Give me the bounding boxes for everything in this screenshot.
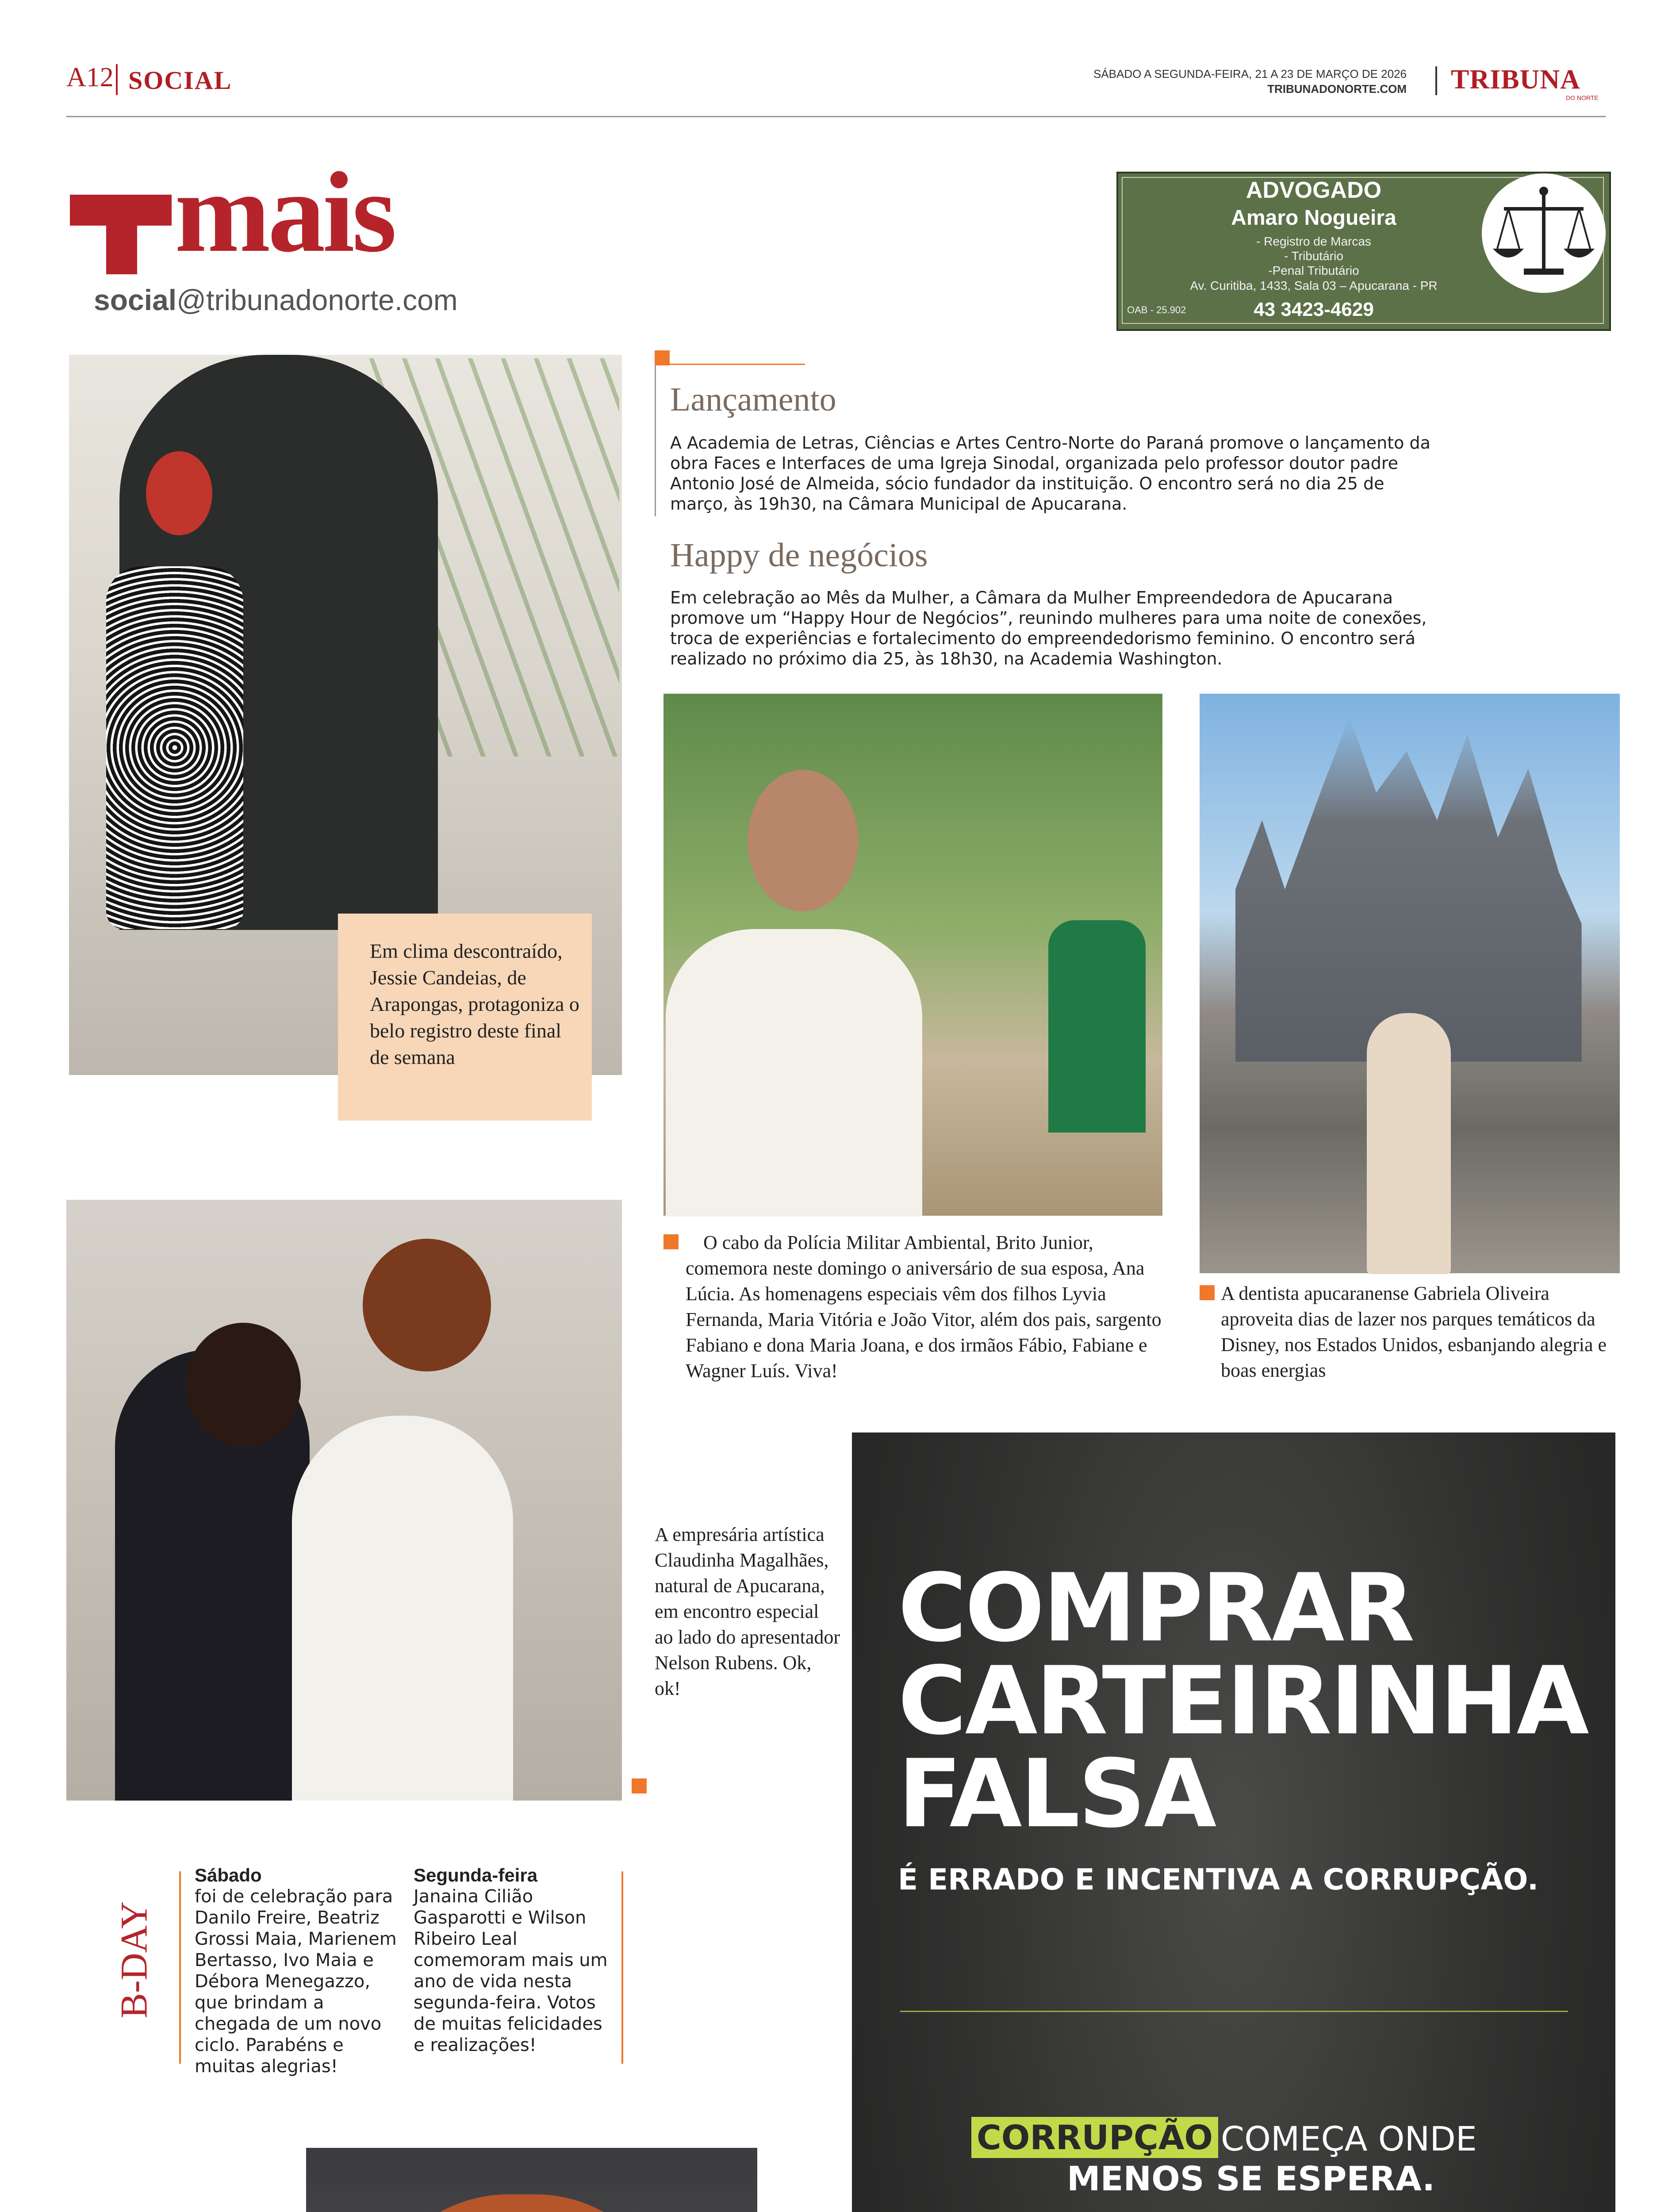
column-email-domain: @tribunadonorte.com: [176, 284, 458, 316]
bday-rule: [179, 1871, 181, 2064]
bday-monday: [414, 1865, 617, 2056]
bday-label-text: B-DAY: [112, 1901, 155, 2019]
bday-saturday-heading: Sábado: [195, 1865, 262, 1886]
photo-gabriela-person: [1367, 1013, 1451, 1274]
column-logo-mais: mais: [175, 149, 394, 276]
photo-brito-kid: [1048, 920, 1146, 1133]
campaign-slogan: COMEÇA ONDE: [1221, 2119, 1477, 2158]
lawyer-ad-name: Amaro Nogueira: [1231, 206, 1396, 230]
photo-claudinha-man: [292, 1416, 513, 1801]
article-body: A Academia de Letras, Ciências e Artes Centro-Norte do Paraná promove o lançamento da obra Faces e Interfaces de uma Igreja Sinodal, organizada pelo professor doutor padre Antonio José de Almeida, sócio fundador da instituição. O encontro será no dia 25 de março, às 19h30, na Câmara Municipal de Apucarana.: [670, 433, 1430, 514]
brand-logo: TRIBUNA: [1451, 65, 1580, 95]
campaign-subtitle: É ERRADO E INCENTIVA A CORRUPÇÃO.: [898, 1863, 1539, 1897]
accent-square: [655, 350, 670, 365]
photo-claudinha-hair: [186, 1323, 301, 1447]
bday-monday-heading: Segunda-feira: [414, 1865, 538, 1886]
campaign-title: [898, 1553, 1597, 1848]
campaign-slogan-2: MENOS SE ESPERA.: [1067, 2159, 1435, 2198]
photo-nelson-hair: [363, 1239, 491, 1371]
caption-gabriela: A dentista apucaranense Gabriela Oliveira aproveita dias de lazer nos parques temáticos da Disney, nos Estados Unidos, esbanjando alegria e boas energias: [1221, 1283, 1607, 1381]
article-rule-top: [655, 364, 805, 365]
section-name: SOCIAL: [128, 66, 232, 95]
lawyer-ad-title: ADVOGADO: [1246, 177, 1382, 203]
header-rule: [66, 116, 1606, 117]
photo-brito-face: [748, 770, 858, 911]
campaign-highlight: CORRUPÇÃO: [971, 2117, 1218, 2158]
caption-brito: O cabo da Polícia Militar Ambiental, Brito Junior, comemora neste domingo o aniversário de sua esposa, Ana Lúcia. As homenagens especiais vêm dos filhos Lyvia Fernanda, Maria Vitória e João Vitor, além dos pais, sargento Fabiano e dona Maria Joana, e dos irmãos Fábio, Fabiane e Wagner Luís. Viva!: [686, 1232, 1162, 1382]
header-dateline: [964, 66, 1407, 96]
scales-of-justice-icon: [1482, 173, 1606, 293]
accent-square: [1200, 1285, 1215, 1300]
caption-claudinha: A empresária artística Claudinha Magalhães, natural de Apucarana, em encontro especial ao lado do apresentador Nelson Rubens. Ok, ok!: [655, 1524, 840, 1699]
lawyer-ad-service: -Penal Tributário: [1268, 264, 1359, 277]
column-email[interactable]: [94, 283, 458, 317]
photo-jessie-dress: [106, 566, 243, 929]
photo-jessie-head: [146, 451, 212, 535]
photo-brito-woman: [666, 929, 922, 1217]
campaign-title-line: FALSA: [898, 1739, 1215, 1848]
bday-monday-body: Janaina Cilião Gasparotti e Wilson Ribeiro Leal comemoram mais um ano de vida nesta segunda-feira. Votos de muitas felicidades e realizações!: [414, 1886, 608, 2055]
header-divider: [116, 64, 118, 95]
bday-saturday-body: foi de celebração para Danilo Freire, Beatriz Grossi Maia, Marienem Bertasso, Ivo Maia e Débora Menegazzo, que brindam a chegada de um novo ciclo. Parabéns e muitas alegrias!: [195, 1886, 397, 2077]
lawyer-ad-oab: OAB - 25.902: [1127, 304, 1186, 315]
article-body: Em celebração ao Mês da Mulher, a Câmara da Mulher Empreendedora de Apucarana promove um “Happy Hour de Negócios”, reunindo mulheres para uma noite de conexões, troca de experiências e fortalecimento do empreendedorismo feminino. O encontro será realizado no próximo dia 25, às 18h30, na Academia Washington.: [670, 588, 1427, 668]
bday-saturday: [195, 1865, 398, 2077]
bday-rule-right: [621, 1871, 623, 2064]
column-logo-t-stem: [106, 195, 137, 274]
caption-jessie: Em clima descontraído, Jessie Candeias, de Arapongas, protagoniza o belo registro deste final de semana: [370, 940, 579, 1068]
page-number: A12: [66, 62, 114, 92]
bday-label: [111, 1889, 165, 2031]
lawyer-ad-service: - Registro de Marcas: [1256, 234, 1371, 248]
campaign-title-line: COMPRAR: [898, 1553, 1413, 1663]
accent-square: [663, 1234, 679, 1249]
campaign-rule: [900, 2011, 1568, 2012]
article-heading: Happy de negócios: [670, 537, 928, 574]
campaign-title-line: CARTEIRINHA: [898, 1646, 1588, 1755]
header-date: SÁBADO A SEGUNDA-FEIRA, 21 A 23 DE MARÇO DE 2026: [1093, 67, 1407, 81]
header-divider-2: [1435, 66, 1437, 95]
lawyer-ad-service: - Tributário: [1284, 249, 1343, 263]
accent-square: [632, 1778, 647, 1793]
column-email-user: social: [94, 284, 177, 316]
article-heading: Lançamento: [670, 381, 836, 418]
article-rule: [655, 364, 656, 516]
lawyer-ad-address: Av. Curitiba, 1433, Sala 03 – Apucarana - PR: [1190, 279, 1438, 292]
lawyer-ad-phone: 43 3423-4629: [1254, 299, 1374, 320]
header-site[interactable]: TRIBUNADONORTE.COM: [1267, 82, 1407, 96]
brand-logo-sub: DO NORTE: [1566, 94, 1599, 101]
